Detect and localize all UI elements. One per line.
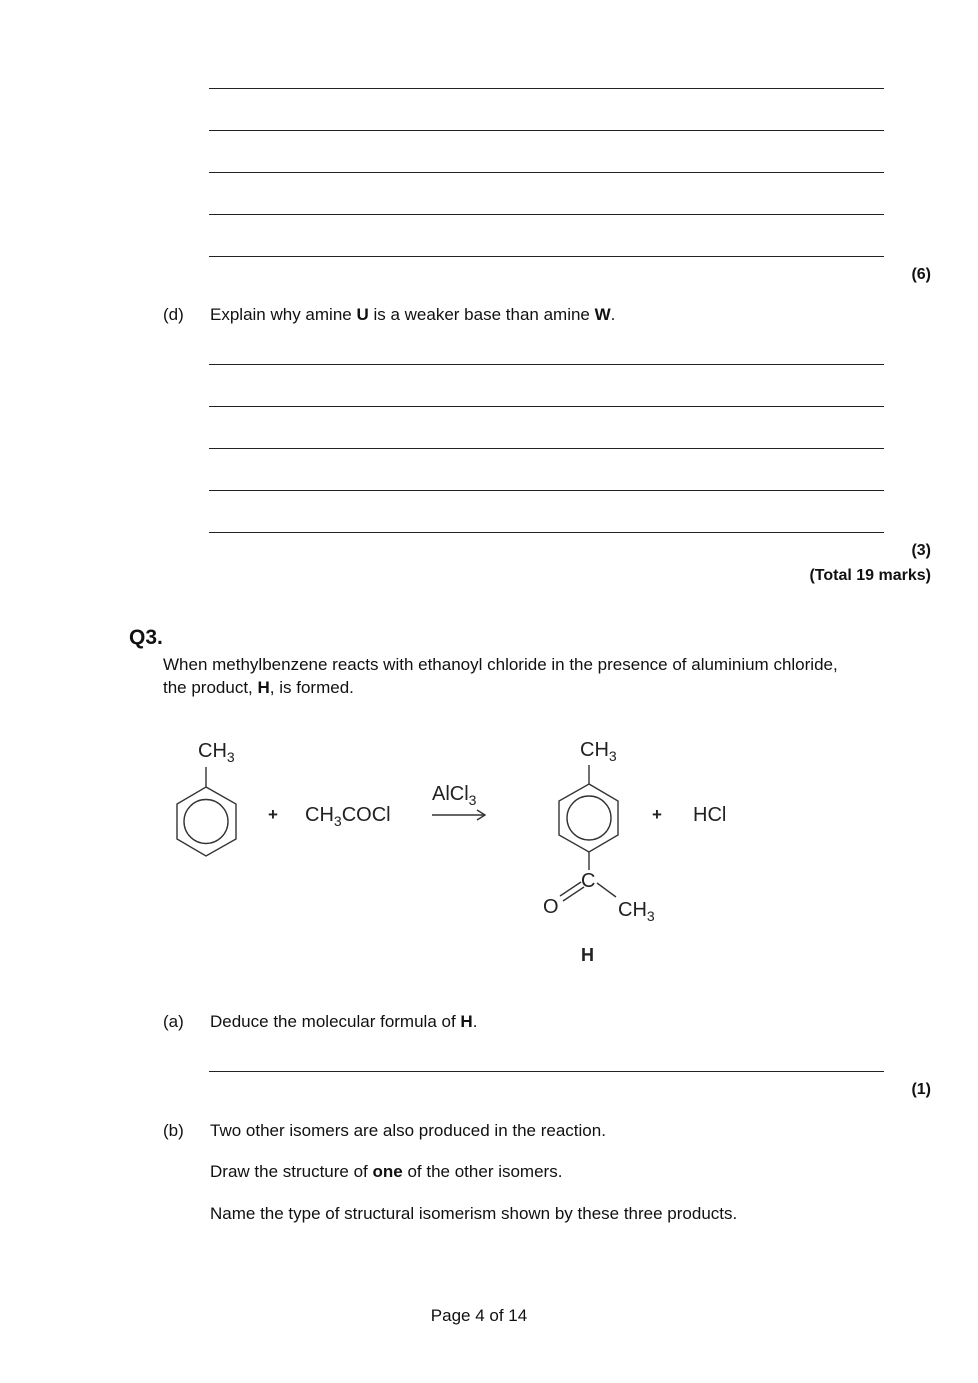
part-d-label: (d)	[163, 305, 184, 324]
aluminium-chloride: AlCl$_3$	[432, 783, 477, 808]
ch3-group-3: $CH_3$	[618, 899, 655, 924]
part-a-question: Deduce the molecular formula of H.	[210, 1012, 478, 1031]
hcl: HCl	[693, 804, 727, 826]
ch3-group-1: $CH_3$	[198, 740, 235, 765]
part-d-question: Explain why amine U is a weaker base than amine W.	[210, 305, 616, 324]
part-b-text1: Two other isomers are also produced in the reaction.	[210, 1121, 606, 1140]
question-heading: Q3.	[129, 626, 163, 649]
product-label: H	[581, 945, 594, 965]
answer-line[interactable]	[209, 256, 884, 257]
carbonyl-carbon: C	[581, 870, 596, 892]
answer-line[interactable]	[209, 490, 884, 491]
total-marks: (Total 19 marks)	[809, 567, 931, 584]
answer-line[interactable]	[209, 448, 884, 449]
q3-intro-line2: the product, H, is formed.	[163, 678, 354, 697]
plus-sign: +	[268, 805, 278, 824]
marks-prev: (6)	[911, 266, 931, 283]
marks-d: (3)	[911, 542, 931, 559]
part-b-label: (b)	[163, 1121, 184, 1140]
answer-line[interactable]	[209, 406, 884, 407]
answer-line[interactable]	[209, 172, 884, 173]
answer-line[interactable]	[209, 130, 884, 131]
ch3-group-2: $CH_3$	[580, 739, 617, 764]
benzene-ring	[559, 784, 618, 852]
part-b-text2: Draw the structure of one of the other isomers.	[210, 1162, 563, 1181]
answer-line[interactable]	[209, 1071, 884, 1072]
page-number: Page 4 of 14	[430, 1306, 528, 1325]
answer-line[interactable]	[209, 364, 884, 365]
bond	[560, 882, 581, 896]
answer-line[interactable]	[209, 532, 884, 533]
ethanoyl-chloride: $CH_3COCl$	[305, 804, 391, 829]
reaction-scheme	[0, 720, 978, 990]
aromatic-circle	[184, 800, 228, 844]
carbonyl-oxygen: O	[543, 896, 559, 918]
part-a-label: (a)	[163, 1012, 184, 1031]
answer-line[interactable]	[209, 88, 884, 89]
marks-a: (1)	[911, 1081, 931, 1098]
answer-line[interactable]	[209, 214, 884, 215]
q3-intro-line1: When methylbenzene reacts with ethanoyl chloride in the presence of aluminium chloride,	[163, 655, 838, 674]
aromatic-circle	[567, 796, 611, 840]
plus-sign: +	[652, 805, 662, 824]
benzene-ring	[177, 787, 236, 856]
bond	[597, 883, 616, 897]
part-b-text3: Name the type of structural isomerism shown by these three products.	[210, 1204, 738, 1223]
